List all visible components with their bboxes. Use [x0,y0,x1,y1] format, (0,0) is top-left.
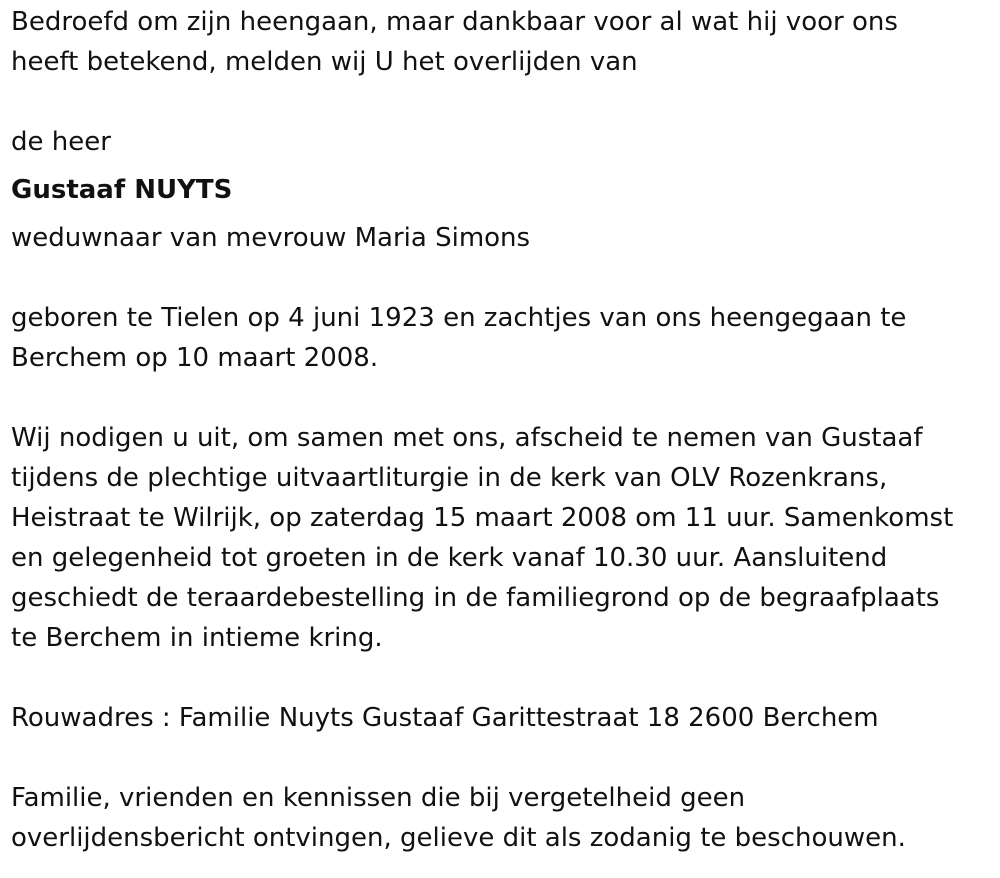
intro-line-1: Bedroefd om zijn heengaan, maar dankbaar voor al wat hij voor ons [11,7,898,37]
spouse-line: weduwnaar van mevrouw Maria Simons [11,223,531,253]
spacer [11,738,986,778]
birth-death-line-2: Berchem op 10 maart 2008. [11,343,379,373]
spacer [11,378,986,418]
birth-death-line-1: geboren te Tielen op 4 juni 1923 en zachtjes van ons heengegaan te [11,303,907,333]
spacer [11,658,986,698]
invitation-line-2: tijdens de plechtige uitvaartliturgie in de kerk van OLV Rozenkrans, [11,463,888,493]
closing-line-2: overlijdensbericht ontvingen, gelieve dit als zodanig te beschouwen. [11,823,906,853]
invitation-line-1: Wij nodigen u uit, om samen met ons, afscheid te nemen van Gustaaf [11,423,923,453]
invitation-line-3: Heistraat te Wilrijk, op zaterdag 15 maart 2008 om 11 uur. Samenkomst [11,503,954,533]
death-notice [11,2,986,858]
spacer [11,82,986,122]
invitation-line-5: geschiedt de teraardebestelling in de familiegrond op de begraafplaats [11,583,940,613]
mourning-address: Rouwadres : Familie Nuyts Gustaaf Garittestraat 18 2600 Berchem [11,703,879,733]
salutation: de heer [11,127,111,157]
closing-line-1: Familie, vrienden en kennissen die bij vergetelheid geen [11,783,746,813]
deceased-name: Gustaaf NUYTS [11,175,233,205]
invitation-line-4: en gelegenheid tot groeten in de kerk vanaf 10.30 uur. Aansluitend [11,543,888,573]
invitation-line-6: te Berchem in intieme kring. [11,623,383,653]
intro-line-2: heeft betekend, melden wij U het overlijden van [11,47,638,77]
spacer [11,258,986,298]
